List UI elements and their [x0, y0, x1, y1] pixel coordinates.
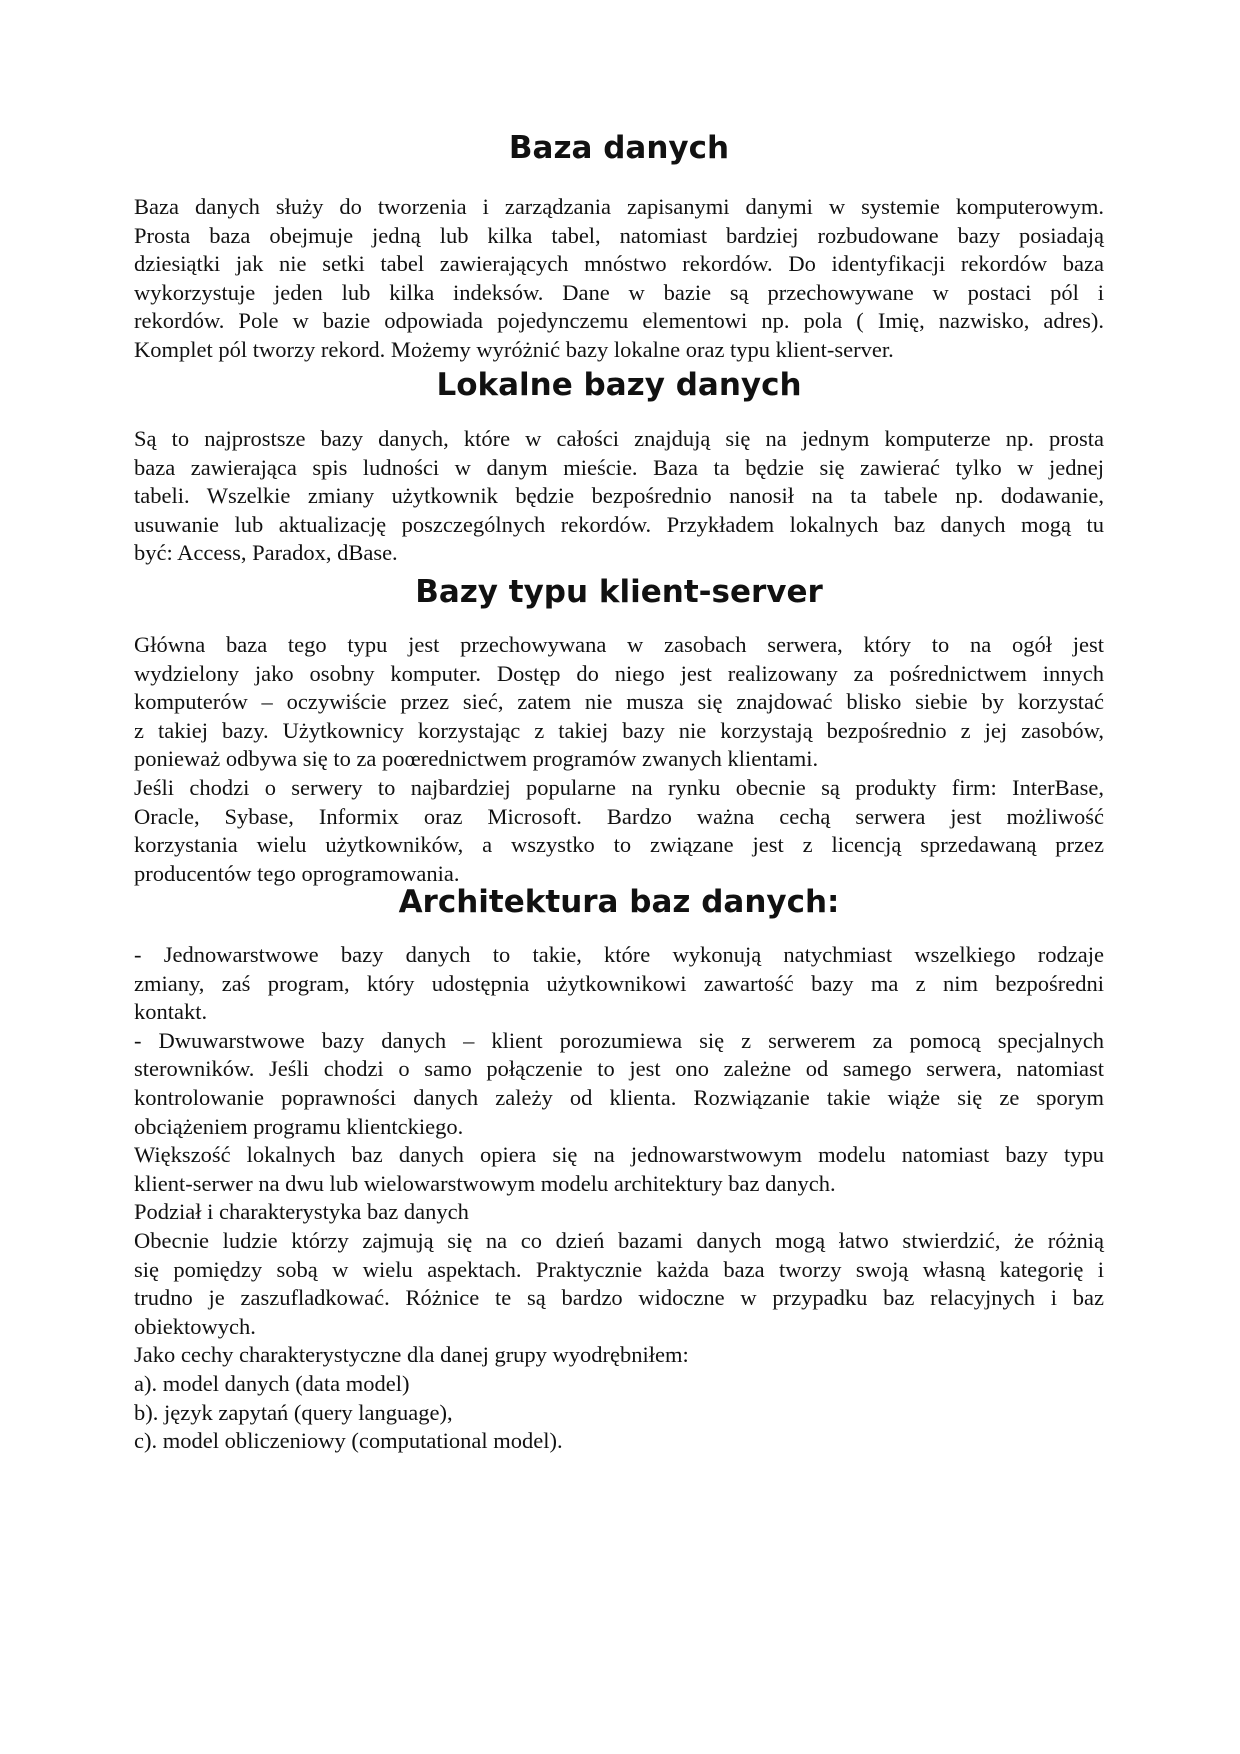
- text-line: baza zawierająca spis ludności w danym mieście. Baza ta będzie się zawierać tylko w jednej: [134, 454, 1104, 480]
- text-line: Oracle, Sybase, Informix oraz Microsoft. Bardzo ważna cechą serwera jest możliwość: [134, 803, 1104, 829]
- text-line: wydzielony jako osobny komputer. Dostęp do niego jest realizowany za pośrednictwem innych: [134, 660, 1104, 686]
- heading-bazy-typu-klient-server: Bazy typu klient-server: [415, 574, 823, 610]
- text-line: usuwanie lub aktualizację poszczególnych rekordów. Przykładem lokalnych baz danych mogą tu: [134, 511, 1104, 537]
- text-line: korzystania wielu użytkowników, a wszystko to związane jest z licencją sprzedawaną przez: [134, 832, 1104, 858]
- text-line: dziesiątki jak nie setki tabel zawierających mnóstwo rekordów. Do identyfikacji rekordów baza: [134, 251, 1104, 277]
- paragraph-bazy-typu-klient-server: [134, 631, 1104, 888]
- text-line: być: Access, Paradox, dBase.: [134, 540, 398, 566]
- text-line: komputerów – oczywiście przez sieć, zatem nie musza się znajdować blisko siebie by korzystać: [134, 689, 1104, 715]
- text-line: Jeśli chodzi o serwery to najbardziej popularne na rynku obecnie są produkty firm: InterBase,: [134, 774, 1104, 800]
- text-line: trudno je zaszufladkować. Różnice te są bardzo widoczne w przypadku baz relacyjnych i baz: [134, 1285, 1104, 1311]
- list-item: c). model obliczeniowy (computational model).: [134, 1428, 563, 1454]
- text-line: klient-serwer na dwu lub wielowarstwowym modelu architektury baz danych.: [134, 1170, 836, 1196]
- paragraph-lokalne-bazy-danych: [134, 425, 1104, 568]
- text-line: wykorzystuje jeden lub kilka indeksów. Dane w bazie są przechowywane w postaci pól i: [134, 279, 1104, 305]
- text-line: - Dwuwarstwowe bazy danych – klient porozumiewa się z serwerem za pomocą specjalnych: [134, 1027, 1104, 1053]
- text-line: rekordów. Pole w bazie odpowiada pojedynczemu elementowi np. pola ( Imię, nazwisko, adres).: [134, 308, 1104, 334]
- text-line: Główna baza tego typu jest przechowywana w zasobach serwera, który to na ogół jest: [134, 632, 1104, 657]
- text-line: sterowników. Jeśli chodzi o samo połączenie to jest ono zależne od samego serwera, natomiast: [134, 1056, 1104, 1082]
- text-line: Baza danych służy do tworzenia i zarządzania zapisanymi danymi w systemie komputerowym.: [134, 194, 1104, 219]
- text-line: Prosta baza obejmuje jedną lub kilka tabel, natomiast bardziej rozbudowane bazy posiadają: [134, 222, 1104, 248]
- heading-lokalne-bazy-danych: Lokalne bazy danych: [436, 367, 802, 403]
- heading-baza-danych: Baza danych: [508, 130, 730, 166]
- text-line: się pomiędzy sobą w wielu aspektach. Praktycznie każda baza tworzy swoją własną kategorię i: [134, 1256, 1104, 1282]
- text-line: ponieważ odbywa się to za poœrednictwem programów zwanych klientami.: [134, 746, 819, 772]
- paragraph-baza-danych: [134, 193, 1104, 365]
- text-line: - Jednowarstwowe bazy danych to takie, które wykonują natychmiast wszelkiego rodzaje: [134, 942, 1104, 967]
- text-line: zmiany, zaś program, który udostępnia użytkownikowi zawartość bazy ma z nim bezpośredni: [134, 970, 1104, 996]
- text-line: obciążeniem programu klientckiego.: [134, 1113, 464, 1139]
- list-item: b). język zapytań (query language),: [134, 1399, 453, 1425]
- text-line: tabeli. Wszelkie zmiany użytkownik będzie bezpośrednio nanosił na ta tabele np. dodawanie,: [134, 483, 1104, 509]
- text-line: Są to najprostsze bazy danych, które w całości znajdują się na jednym komputerze np. prosta: [134, 426, 1104, 451]
- text-line: Obecnie ludzie którzy zajmują się na co dzień bazami danych mogą łatwo stwierdzić, że różnią: [134, 1227, 1104, 1253]
- text-line: Podział i charakterystyka baz danych: [134, 1199, 469, 1225]
- text-line: producentów tego oprogramowania.: [134, 860, 460, 886]
- list-item: a). model danych (data model): [134, 1370, 410, 1396]
- text-line: Jako cechy charakterystyczne dla danej grupy wyodrębniłem:: [134, 1342, 689, 1368]
- text-line: kontakt.: [134, 999, 208, 1025]
- heading-architektura-baz-danych: Architektura baz danych:: [398, 884, 840, 920]
- text-line: obiektowych.: [134, 1313, 256, 1339]
- text-line: Komplet pól tworzy rekord. Możemy wyróżnić bazy lokalne oraz typu klient-server.: [134, 336, 894, 362]
- text-line: kontrolowanie poprawności danych zależy od klienta. Rozwiązanie takie wiąże się ze sporym: [134, 1084, 1104, 1110]
- text-line: Większość lokalnych baz danych opiera się na jednowarstwowym modelu natomiast bazy typu: [134, 1142, 1104, 1168]
- paragraph-architektura-baz-danych: [134, 941, 1104, 1456]
- text-line: z takiej bazy. Użytkownicy korzystając z takiej bazy nie korzystają bezpośrednio z jej zasobów,: [134, 717, 1104, 743]
